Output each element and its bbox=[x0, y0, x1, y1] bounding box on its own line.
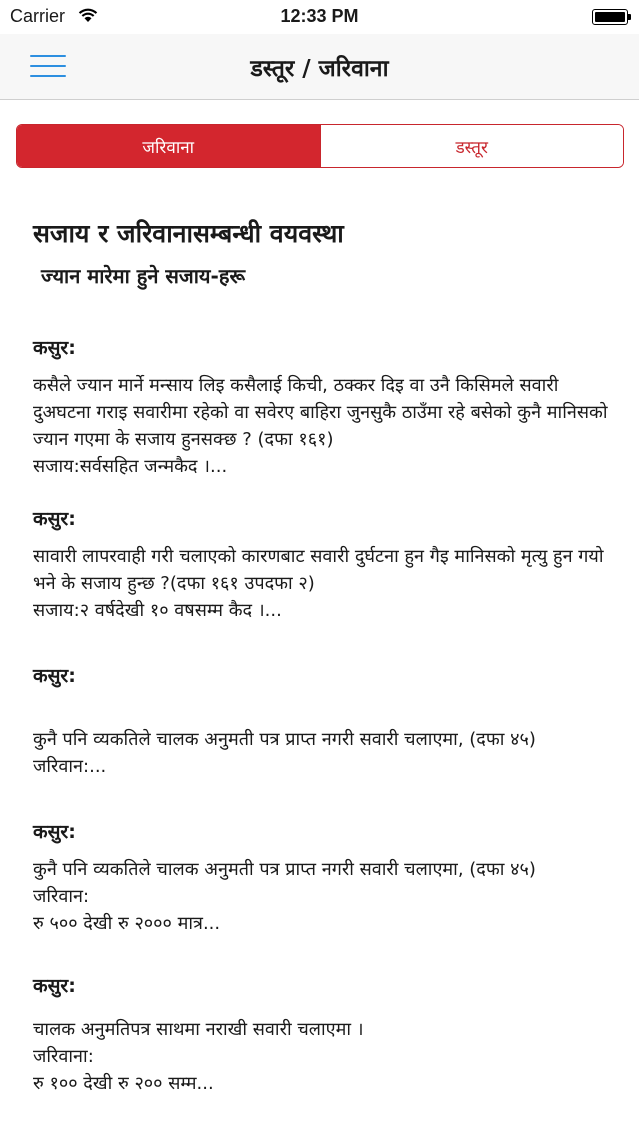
content-subheading: ज्यान मारेमा हुने सजाय-हरू bbox=[41, 264, 245, 288]
page-title: डस्तूर / जरिवाना bbox=[250, 56, 389, 82]
carrier-label: Carrier bbox=[10, 6, 66, 26]
offense-label: कसुर: bbox=[33, 821, 76, 843]
offense-text: कसैले ज्यान मार्ने मन्साय लिइ कसैलाई किची, ठक्कर दिइ वा उनै किसिमले सवारी दुअघटना गराइ सवारीमा रहेको वा सवेरए बाहिरा जुनसुकै ठाउँमा रहे बसेको कुनै मानिसको ज्यान गएमा के सजाय हुनसक्छ ? (दफा १६१) सजाय:सर्वसहित जन्मकैद ।... bbox=[33, 375, 608, 477]
tab-fine[interactable]: जरिवाना bbox=[17, 125, 320, 167]
offense-text: सावारी लापरवाही गरी चलाएको कारणबाट सवारी दुर्घटना हुन गैइ मानिसको मृत्यु हुन गयो भने के सजाय हुन्छ ?(दफा १६१ उपदफा २) सजाय:२ वर्षदेखी १० वषसम्म कैद ।... bbox=[33, 546, 604, 621]
tab-fee[interactable]: डस्तूर bbox=[320, 125, 624, 167]
offense-label: कसुर: bbox=[33, 337, 76, 359]
clock: 12:33 PM bbox=[280, 6, 359, 26]
offense-text: कुनै पनि व्यकतिले चालक अनुमती पत्र प्राप्त नगरी सवारी चलाएमा, (दफा ४५) जरिवान:... bbox=[33, 729, 536, 777]
segmented-control bbox=[16, 124, 624, 168]
offense-text: चालक अनुमतिपत्र साथमा नराखी सवारी चलाएमा । जरिवाना: रु १०० देखी रु २०० सम्म... bbox=[33, 1019, 364, 1094]
navigation-bar bbox=[0, 34, 639, 100]
offense-label: कसुर: bbox=[33, 975, 76, 997]
offense-section bbox=[33, 818, 613, 937]
offense-section bbox=[33, 972, 613, 1097]
offense-section bbox=[33, 505, 613, 624]
battery-icon bbox=[592, 9, 632, 25]
status-bar bbox=[0, 0, 639, 34]
offense-section bbox=[33, 334, 613, 480]
offense-label: कसुर: bbox=[33, 508, 76, 530]
offense-section bbox=[33, 662, 613, 780]
offense-text: कुनै पनि व्यकतिले चालक अनुमती पत्र प्राप्त नगरी सवारी चलाएमा, (दफा ४५) जरिवान: रु ५०० देखी रु २००० मात्र... bbox=[33, 859, 536, 934]
offense-label: कसुर: bbox=[33, 665, 76, 687]
content-heading: सजाय र जरिवानासम्बन्धी वयवस्था bbox=[33, 219, 344, 248]
content-area bbox=[33, 216, 613, 1094]
